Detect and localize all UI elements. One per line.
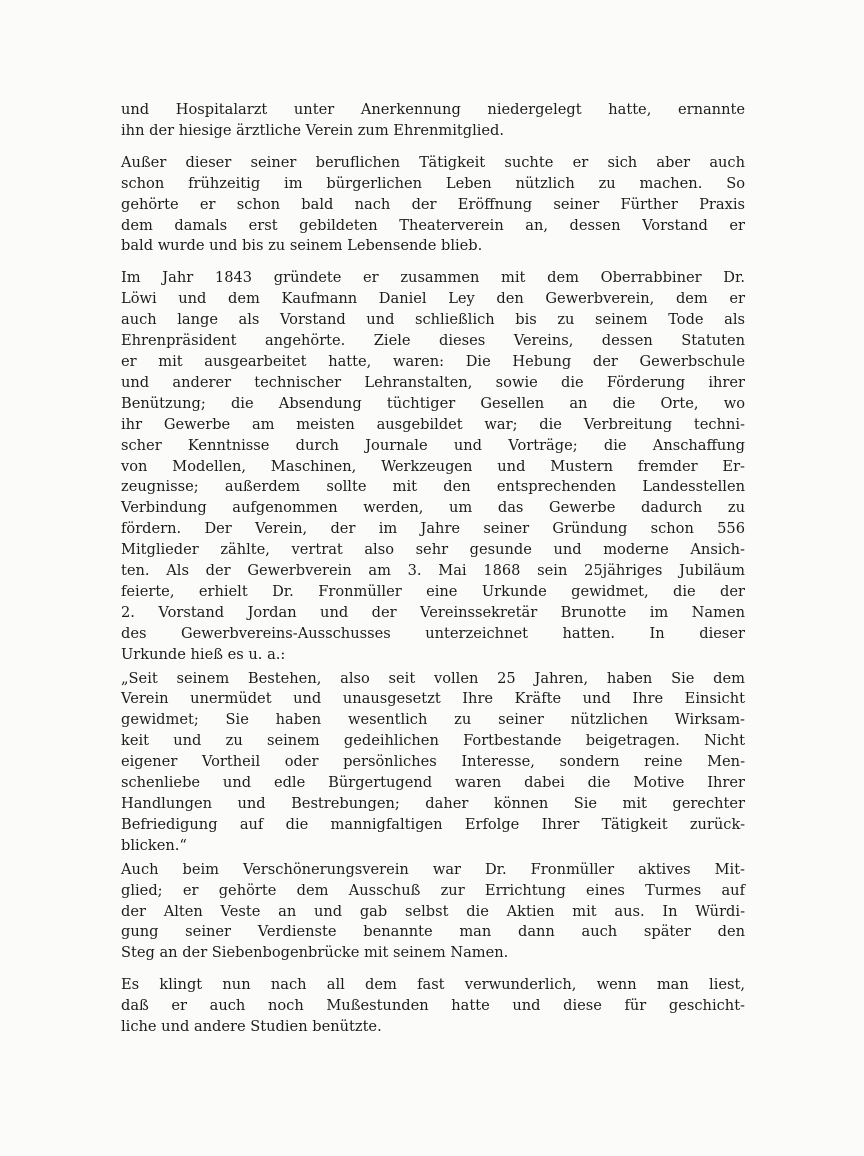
text-line: Verbindung aufgenommen werden, um das Gewerbe dadurch zu xyxy=(121,499,745,517)
paragraph-spacer xyxy=(121,964,745,975)
text-line: ihr Gewerbe am meisten ausgebildet war; die Verbreitung techni- xyxy=(121,415,745,433)
text-line: blicken.“ xyxy=(121,836,187,854)
text-line: Verein unermüdet und unausgesetzt Ihre Kräfte und Ihre Einsicht xyxy=(121,690,745,708)
text-line: Benützung; die Absendung tüchtiger Gesellen an die Orte, wo xyxy=(121,394,745,412)
quotation-paragraph xyxy=(121,669,745,857)
text-line: bald wurde und bis zu seinem Lebensende blieb. xyxy=(121,237,483,255)
paragraph-6 xyxy=(121,975,745,1038)
text-line: Löwi und dem Kaufmann Daniel Ley den Gewerbverein, dem er xyxy=(121,290,745,308)
text-line: ten. Als der Gewerbverein am 3. Mai 1868 sein 25jähriges Jubiläum xyxy=(121,562,745,580)
text-line: feierte, erhielt Dr. Fronmüller eine Urkunde gewidmet, die der xyxy=(121,582,745,600)
text-line: daß er auch noch Mußestunden hatte und diese für geschicht- xyxy=(121,997,745,1015)
paragraph-5 xyxy=(121,860,745,965)
text-line: Mitglieder zählte, vertrat also sehr gesunde und moderne Ansich- xyxy=(121,541,745,559)
paragraph-1 xyxy=(121,100,745,142)
text-line: des Gewerbvereins-Ausschusses unterzeichnet hatten. In dieser xyxy=(121,624,745,642)
text-line: Außer dieser seiner beruflichen Tätigkeit suchte er sich aber auch xyxy=(121,153,745,171)
text-line: Ehrenpräsident angehörte. Ziele dieses Vereins, dessen Statuten xyxy=(121,332,745,350)
text-line: „Seit seinem Bestehen, also seit vollen 25 Jahren, haben Sie dem xyxy=(121,669,745,687)
text-line: Im Jahr 1843 gründete er zusammen mit dem Oberrabbiner Dr. xyxy=(121,269,745,287)
text-line: Befriedigung auf die mannigfaltigen Erfolge Ihrer Tätigkeit zurück- xyxy=(121,815,745,833)
text-line: glied; er gehörte dem Ausschuß zur Errichtung eines Turmes auf xyxy=(121,881,745,899)
text-line: Handlungen und Bestrebungen; daher können Sie mit gerechter xyxy=(121,795,745,812)
text-line: gewidmet; Sie haben wesentlich zu seiner nützlichen Wirksam- xyxy=(121,711,745,729)
text-line: und anderer technischer Lehranstalten, sowie die Förderung ihrer xyxy=(121,373,745,391)
paragraph-3 xyxy=(121,268,745,665)
document-page xyxy=(121,100,745,1038)
text-line: Auch beim Verschönerungsverein war Dr. Fronmüller aktives Mit- xyxy=(121,860,745,878)
text-line: schon frühzeitig im bürgerlichen Leben nützlich zu machen. So xyxy=(121,174,745,192)
text-line: Es klingt nun nach all dem fast verwunderlich, wenn man liest, xyxy=(121,976,745,994)
text-line: Urkunde hieß es u. a.: xyxy=(121,645,286,663)
text-line: schenliebe und edle Bürgertugend waren dabei die Motive Ihrer xyxy=(121,774,745,792)
text-line: liche und andere Studien benützte. xyxy=(121,1018,382,1036)
text-line: ihn der hiesige ärztliche Verein zum Ehrenmitglied. xyxy=(121,121,505,139)
text-line: der Alten Veste an und gab selbst die Aktien mit aus. In Würdi- xyxy=(121,902,745,920)
text-line: eigener Vortheil oder persönliches Interesse, sondern reine Men- xyxy=(121,753,745,771)
text-line: fördern. Der Verein, der im Jahre seiner Gründung schon 556 xyxy=(121,520,745,538)
text-line: 2. Vorstand Jordan und der Vereinssekretär Brunotte im Namen xyxy=(121,603,745,621)
text-line: gung seiner Verdienste benannte man dann auch später den xyxy=(121,923,745,941)
text-line: er mit ausgearbeitet hatte, waren: Die Hebung der Gewerbschule xyxy=(121,352,745,370)
paragraph-2 xyxy=(121,153,745,258)
text-line: und Hospitalarzt unter Anerkennung niedergelegt hatte, ernannte xyxy=(121,101,745,118)
text-line: von Modellen, Maschinen, Werkzeugen und Mustern fremder Er- xyxy=(121,457,745,475)
paragraph-spacer xyxy=(121,257,745,268)
text-line: keit und zu seinem gedeihlichen Fortbestande beigetragen. Nicht xyxy=(121,732,745,750)
text-line: Steg an der Siebenbogenbrücke mit seinem Namen. xyxy=(121,944,509,962)
text-line: scher Kenntnisse durch Journale und Vorträge; die Anschaffung xyxy=(121,436,745,454)
paragraph-spacer xyxy=(121,142,745,153)
text-line: auch lange als Vorstand und schließlich bis zu seinem Tode als xyxy=(121,311,745,329)
text-line: gehörte er schon bald nach der Eröffnung seiner Fürther Praxis xyxy=(121,195,745,213)
text-line: zeugnisse; außerdem sollte mit den entsprechenden Landesstellen xyxy=(121,478,745,496)
text-line: dem damals erst gebildeten Theaterverein an, dessen Vorstand er xyxy=(121,216,745,234)
